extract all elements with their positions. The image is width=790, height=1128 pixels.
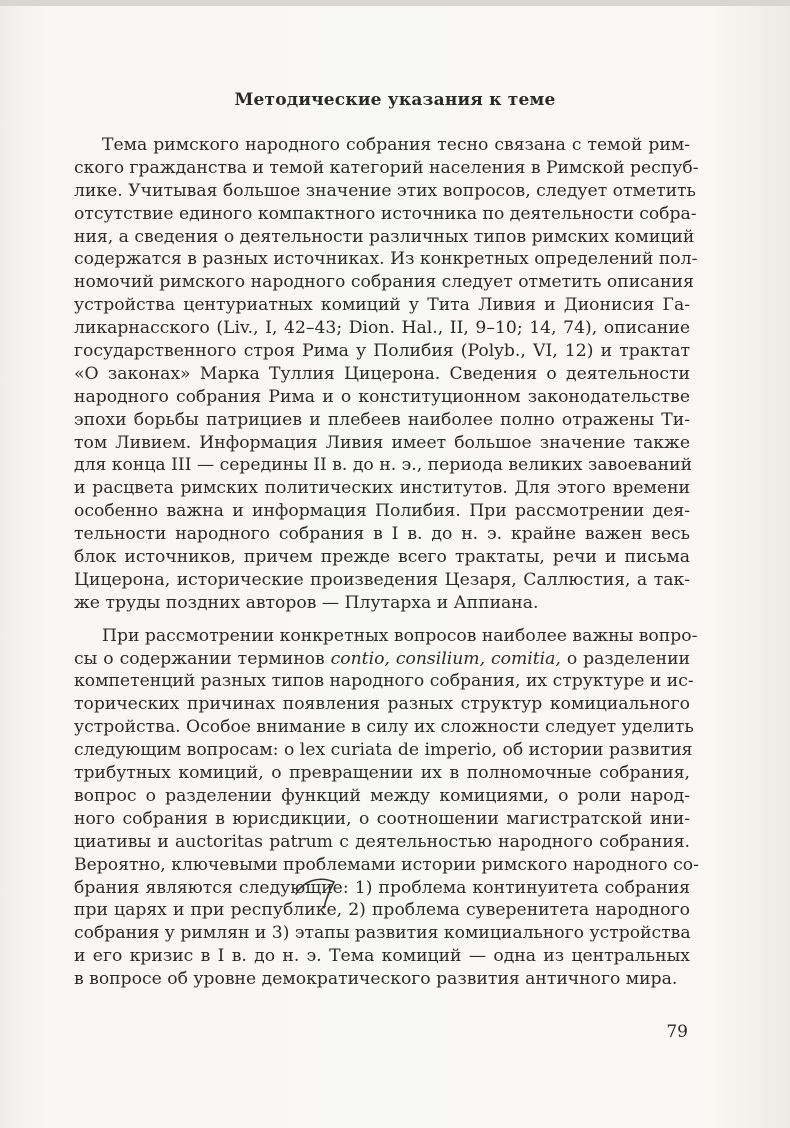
text-line: Цицерона, исторические произведения Цезаря, Саллюстия, а так- <box>74 569 690 590</box>
latin-terms: contio, consilium, comitia, <box>330 648 561 669</box>
text-line: содержатся в разных источниках. Из конкретных определений пол- <box>74 249 698 270</box>
text-span: о разделении <box>560 648 690 669</box>
text-line: и расцвета римских политических институтов. Для этого времени <box>74 478 690 499</box>
text-line: народного собрания Рима и о конституционном законодательстве <box>74 386 690 407</box>
text-line: же труды поздних авторов — Плутарха и Аппиана. <box>74 592 539 613</box>
text-line: Тема римского народного собрания тесно связана с темой рим- <box>102 135 690 155</box>
text-line: особенно важна и информация Полибия. При рассмотрении дея- <box>74 501 690 522</box>
pen-mark-icon <box>290 872 350 912</box>
text-line: Вероятно, ключевыми проблемами истории римского народного со- <box>74 854 699 875</box>
text-line <box>74 648 690 671</box>
text-line: для конца III — середины II в. до н. э., периода великих завоеваний <box>74 455 693 476</box>
body-text <box>74 134 699 991</box>
text-line: циативы и auctoritas patrum с деятельностью народного собрания. <box>74 831 690 852</box>
section-title: Методические указания к теме <box>234 90 556 110</box>
text-line: устройства. Особое внимание в силу их сложности следует уделить <box>74 717 694 738</box>
text-line: и его кризис в I в. до н. э. Тема комиций — одна из центральных <box>74 946 690 967</box>
paragraph-1 <box>74 134 699 615</box>
text-line: государственного строя Рима у Полибия (Polyb., VI, 12) и трактат <box>74 341 690 362</box>
text-line: ного собрания в юрисдикции, о соотношении магистратской ини- <box>74 808 690 829</box>
text-line: отсутствие единого компактного источника по деятельности собра- <box>74 203 697 224</box>
text-line: в вопросе об уровне демократического развития античного мира. <box>74 969 678 990</box>
text-line: вопрос о разделении функций между комициями, о роли народ- <box>74 785 690 806</box>
text-line: следующим вопросам: о lex curiata de imperio, об истории развития <box>74 740 693 761</box>
text-line: компетенций разных типов народного собрания, их структуре и ис- <box>74 671 694 692</box>
text-line: ния, а сведения о деятельности различных типов римских комиций <box>74 226 695 247</box>
text-line: При рассмотрении конкретных вопросов наиболее важны вопро- <box>102 625 698 646</box>
text-line: собрания у римлян и 3) этапы развития комициального устройства <box>74 923 691 944</box>
page-number: 79 <box>666 1022 688 1042</box>
text-line: том Ливием. Информация Ливия имеет большое значение также <box>74 432 690 453</box>
text-line: устройства центуриатных комиций у Тита Ливия и Дионисия Га- <box>74 295 690 316</box>
text-line: ского гражданства и темой категорий населения в Римской респуб- <box>74 157 699 178</box>
text-line: брания являются следующие: 1) проблема континуитета собрания <box>74 877 690 898</box>
text-line: при царях и при республике, 2) проблема суверенитета народного <box>74 900 690 921</box>
paragraph-2 <box>74 625 699 991</box>
text-line: эпохи борьбы патрициев и плебеев наиболее полно отражены Ти- <box>74 409 690 430</box>
text-line: лике. Учитывая большое значение этих вопросов, следует отметить <box>74 180 696 201</box>
scan-edge-shadow <box>0 0 790 6</box>
text-line: тельности народного собрания в I в. до н. э. крайне важен весь <box>74 524 690 545</box>
text-line: торических причинах появления разных структур комициального <box>74 694 690 715</box>
text-line: блок источников, причем прежде всего трактаты, речи и письма <box>74 547 690 568</box>
text-line: трибутных комиций, о превращении их в полномочные собрания, <box>74 763 690 784</box>
text-span: сы о содержании терминов <box>74 648 331 669</box>
text-line: «О законах» Марка Туллия Цицерона. Сведения о деятельности <box>74 363 690 384</box>
text-line: номочий римского народного собрания следует отметить описания <box>74 272 694 293</box>
text-line: ликарнасского (Liv., I, 42–43; Dion. Hal., II, 9–10; 14, 74), описание <box>74 318 690 339</box>
